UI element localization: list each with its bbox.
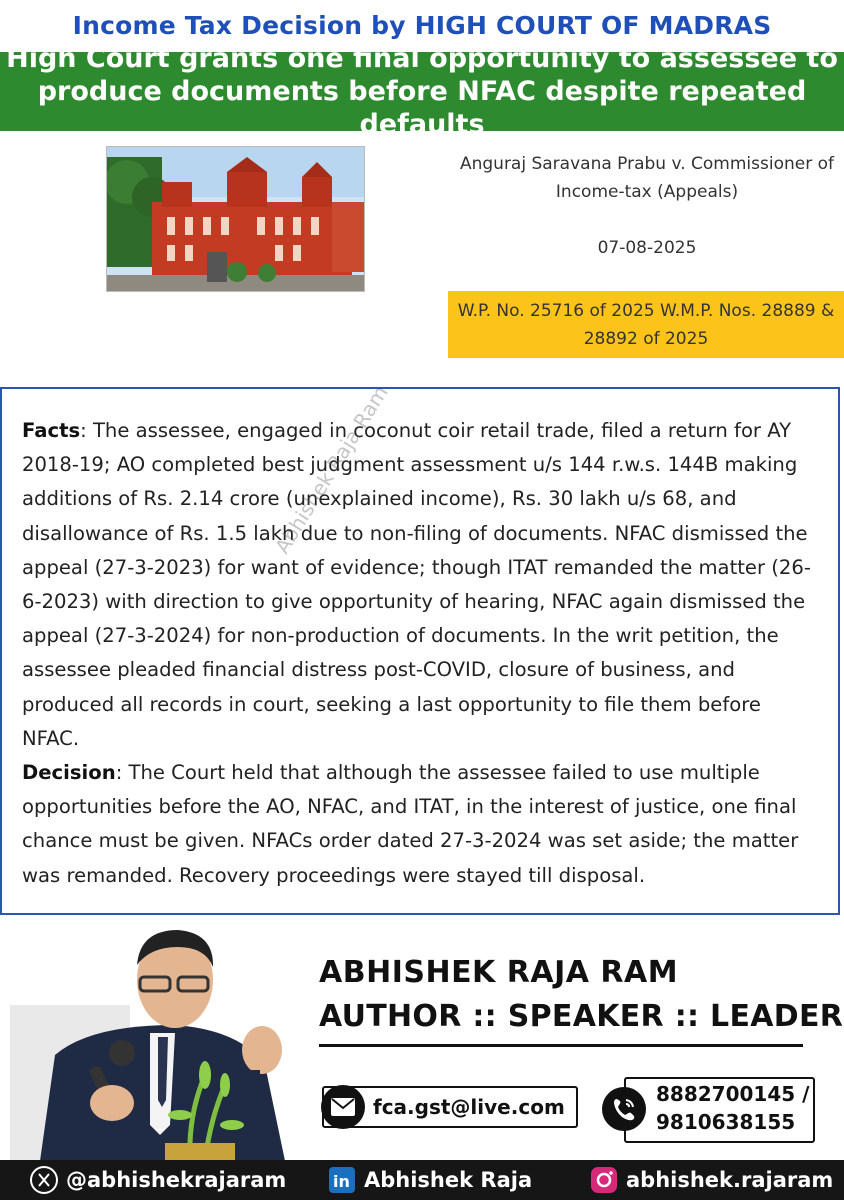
svg-text:in: in (333, 1172, 350, 1191)
linkedin-link[interactable] (328, 1160, 532, 1200)
facts-text: : The assessee, engaged in coconut coir retail trade, filed a return for AY 2018-19; AO completed best judgment assessment u/s 144 r.w.s. 144B making additions of Rs. 2.14 crore (unexplained income), Rs. 30 lakh u/s 68, and disallowance of Rs. 1.5 lakh due to non-filing of documents. NFAC dismissed the appeal (27-3-2023) for want of evidence; though ITAT remanded the matter (26-6-2023) with direction to give opportunity of hearing, NFAC again dismissed the appeal (27-3-2024) for non-production of documents. In the writ petition, the assessee pleaded financial distress post-COVID, closure of business, and produced all records in court, seeking a last opportunity to file them before NFAC. (22, 419, 811, 750)
linkedin-icon (328, 1166, 356, 1194)
case-name: Anguraj Saravana Prabu v. Commissioner of Income-tax (Appeals) (459, 154, 835, 202)
twitter-handle: @abhishekrajaram (66, 1168, 287, 1192)
email-address: fca.gst@live.com (373, 1095, 565, 1119)
watermark: Abhishek Raja Ram (270, 381, 393, 558)
decision-paragraph (22, 756, 820, 893)
author-photo (0, 925, 300, 1161)
twitter-link[interactable] (30, 1160, 286, 1200)
decision-label: Decision (22, 761, 116, 785)
case-summary-box (0, 387, 840, 915)
author-name: ABHISHEK RAJA RAM (319, 955, 679, 990)
headline-banner: High Court grants one final opportunity to assessee to produce documents before NFAC despite repeated defaults (0, 52, 844, 131)
author-divider (319, 1044, 803, 1047)
phone-numbers: 8882700145 / 9810638155 (656, 1082, 810, 1134)
envelope-icon (321, 1085, 365, 1129)
author-title: AUTHOR :: SPEAKER :: LEADER (319, 999, 844, 1034)
email-contact[interactable] (322, 1086, 578, 1128)
linkedin-name: Abhishek Raja (364, 1168, 533, 1192)
decision-text: : The Court held that although the assessee failed to use multiple opportunities before the AO, NFAC, and ITAT, in the interest of justice, one final chance must be given. NFACs order dated 27-3-2024 was set aside; the matter was remanded. Recovery proceedings were stayed till disposal. (22, 761, 799, 887)
social-footer (0, 1160, 844, 1200)
high-court-photo (106, 146, 365, 292)
case-date: 07-08-2025 (597, 238, 697, 258)
facts-label: Facts (22, 419, 81, 442)
instagram-link[interactable] (590, 1160, 833, 1200)
facts-paragraph (22, 414, 820, 756)
instagram-handle: abhishek.rajaram (626, 1168, 834, 1192)
page-title: Income Tax Decision by HIGH COURT OF MADRAS (72, 10, 772, 40)
case-number: W.P. No. 25716 of 2025 W.M.P. Nos. 28889 & 28892 of 2025 (448, 291, 844, 358)
x-twitter-icon (30, 1166, 58, 1194)
phone-icon (602, 1087, 646, 1131)
instagram-icon (590, 1166, 618, 1194)
